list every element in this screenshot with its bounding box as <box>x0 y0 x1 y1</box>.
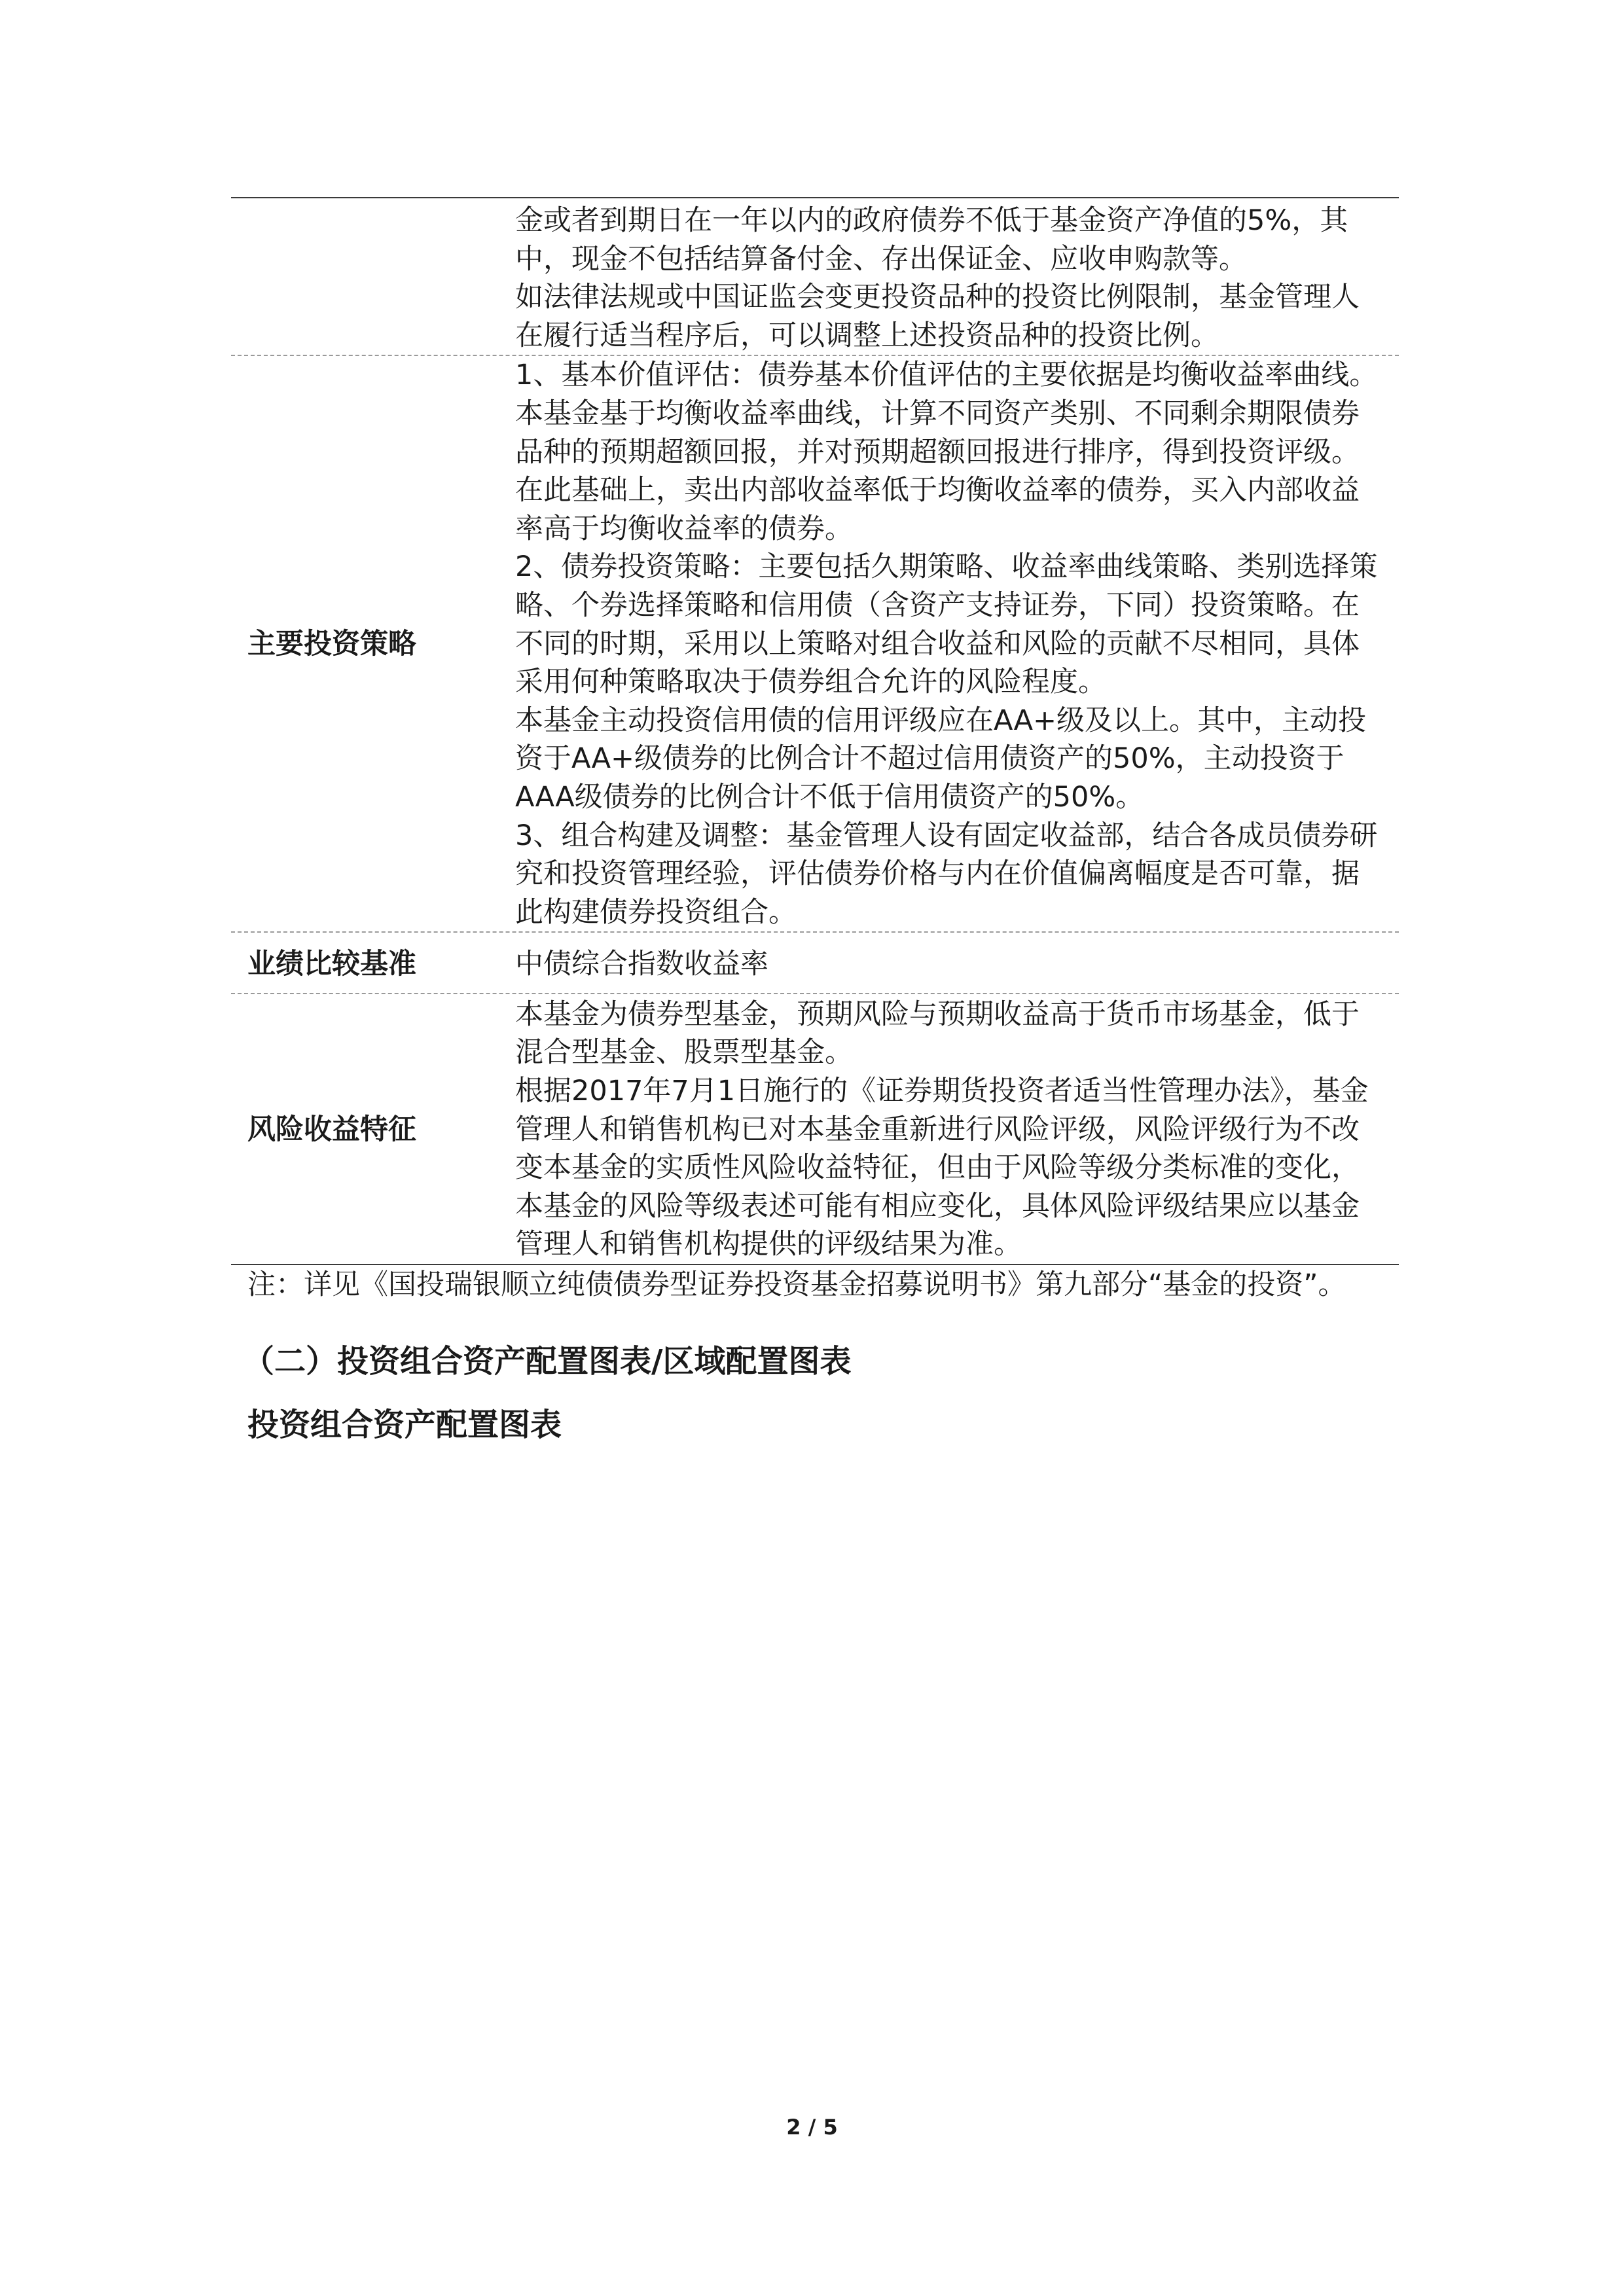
table-footnote: 注：详见《国投瑞银顺立纯债债券型证券投资基金招募说明书》第九部分“基金的投资”。 <box>247 1268 1346 1301</box>
table-row-continuation <box>231 197 1399 355</box>
text-line: 中，现金不包括结算备付金、存出保证金、应收申购款等。 <box>515 242 1247 276</box>
text-line: 采用何种策略取决于债券组合允许的风险程度。 <box>515 666 1106 699</box>
row-text <box>515 996 1369 1264</box>
text-line: 本基金主动投资信用债的信用评级应在AA+级及以上。其中，主动投 <box>515 704 1367 737</box>
section-heading: （二）投资组合资产配置图表/区域配置图表 <box>243 1343 852 1380</box>
text-line: 本基金基于均衡收益率曲线，计算不同资产类别、不同剩余期限债券 <box>515 397 1360 430</box>
text-line: 中债综合指数收益率 <box>515 948 768 981</box>
row-label: 业绩比较基准 <box>247 948 416 981</box>
table-row-investment-strategy <box>231 355 1399 931</box>
text-line: 本基金为债券型基金，预期风险与预期收益高于货币市场基金，低于 <box>515 997 1360 1031</box>
text-line: 管理人和销售机构提供的评级结果为准。 <box>515 1228 1022 1261</box>
table-row-benchmark <box>231 931 1399 993</box>
text-line: 不同的时期，采用以上策略对组合收益和风险的贡献不尽相同，具体 <box>515 627 1360 660</box>
text-line: 究和投资管理经验，评估债券价格与内在价值偏离幅度是否可靠，据 <box>515 857 1360 891</box>
text-line: AAA级债券的比例合计不低于信用债资产的50%。 <box>515 780 1144 814</box>
text-line: 率高于均衡收益率的债券。 <box>515 512 853 545</box>
text-line: 2、债券投资策略：主要包括久期策略、收益率曲线策略、类别选择策 <box>515 550 1378 584</box>
text-line: 根据2017年7月1日施行的《证券期货投资者适当性管理办法》，基金 <box>515 1075 1369 1108</box>
text-line: 管理人和销售机构已对本基金重新进行风险评级，风险评级行为不改 <box>515 1113 1360 1146</box>
text-line: 1、基本价值评估：债券基本价值评估的主要依据是均衡收益率曲线。 <box>515 359 1378 392</box>
row-label: 风险收益特征 <box>247 1113 416 1146</box>
row-text <box>515 202 1360 355</box>
text-line: 金或者到期日在一年以内的政府债券不低于基金资产净值的5%，其 <box>515 204 1348 237</box>
text-line: 本基金的风险等级表述可能有相应变化，具体风险评级结果应以基金 <box>515 1189 1360 1223</box>
text-line: 混合型基金、股票型基金。 <box>515 1036 853 1069</box>
text-line: 在履行适当程序后，可以调整上述投资品种的投资比例。 <box>515 319 1219 352</box>
text-line: 在此基础上，卖出内部收益率低于均衡收益率的债券，买入内部收益 <box>515 474 1360 507</box>
text-line: 略、个券选择策略和信用债（含资产支持证券，下同）投资策略。在 <box>515 588 1360 622</box>
fund-info-table <box>231 197 1399 1265</box>
subsection-heading: 投资组合资产配置图表 <box>247 1407 562 1443</box>
text-line: 资于AA+级债券的比例合计不超过信用债资产的50%，主动投资于 <box>515 742 1344 776</box>
row-label: 主要投资策略 <box>247 627 416 660</box>
text-line: 3、组合构建及调整：基金管理人设有固定收益部，结合各成员债券研 <box>515 819 1378 852</box>
text-line: 品种的预期超额回报，并对预期超额回报进行排序，得到投资评级。 <box>515 435 1360 469</box>
row-text <box>515 356 1377 931</box>
page-number: 2 / 5 <box>786 2115 838 2140</box>
text-line: 此构建债券投资组合。 <box>515 895 797 929</box>
table-row-risk-return <box>231 993 1399 1265</box>
text-line: 变本基金的实质性风险收益特征，但由于风险等级分类标准的变化， <box>515 1151 1360 1185</box>
text-line: 如法律法规或中国证监会变更投资品种的投资比例限制，基金管理人 <box>515 281 1360 314</box>
row-text <box>515 945 768 984</box>
